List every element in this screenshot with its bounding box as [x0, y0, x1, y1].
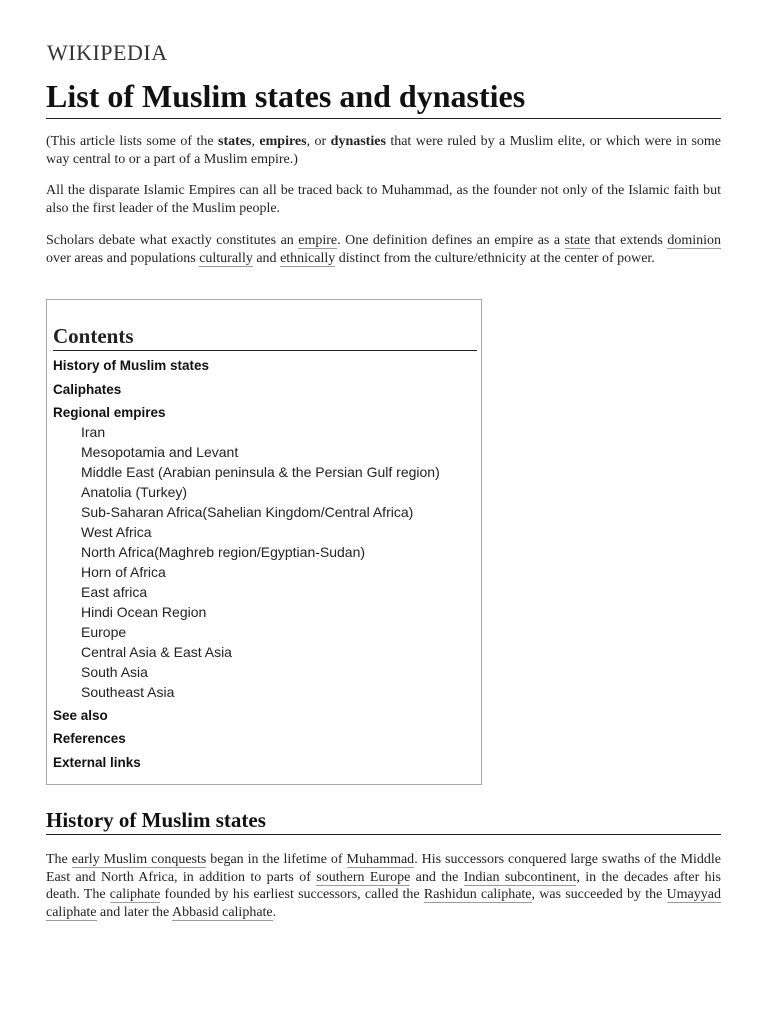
toc-title: Contents: [53, 322, 477, 351]
link-muhammad[interactable]: Muhammad: [346, 852, 415, 867]
link-empire[interactable]: empire: [298, 233, 338, 248]
toc-item-label: References: [53, 731, 126, 746]
toc-subitem-south-asia[interactable]: South Asia: [81, 664, 148, 680]
toc-subitem-europe[interactable]: Europe: [81, 624, 127, 640]
table-of-contents: [46, 299, 482, 785]
toc-item-see-also[interactable]: [53, 707, 477, 725]
link-rashidun-caliphate[interactable]: Rashidun caliphate: [423, 887, 532, 902]
toc-subitem-sub-saharan-africa-sahelian-kingdom-central-africa[interactable]: Sub-Saharan Africa(Sahelian Kingdom/Central Africa): [81, 504, 414, 520]
link-caliphate[interactable]: caliphate: [109, 887, 161, 902]
link-culturally[interactable]: culturally: [199, 250, 253, 266]
link-state[interactable]: state: [564, 233, 591, 248]
history-paragraph: The early Muslim conquests began in the lifetime of Muhammad. His successors conquered large swaths of the Middle East and North Africa, in addition to parts of southern Europe and the Indian subcontinent, in the decades after his death. The caliphate founded by his earliest successors, called the Rashidun caliphate, was succeeded by the Umayyad caliphate and later the Abbasid caliphate.: [46, 852, 722, 920]
bold-term-states: states: [218, 134, 252, 149]
toc-item-history-of-muslim-states[interactable]: [53, 357, 477, 375]
link-early-muslim-conquests[interactable]: early Muslim conquests: [71, 852, 207, 867]
toc-subitem-mesopotamia-and-levant[interactable]: Mesopotamia and Levant: [81, 444, 239, 460]
toc-subitem-central-asia-east-asia[interactable]: Central Asia & East Asia: [81, 644, 232, 660]
toc-subitem-iran[interactable]: Iran: [81, 424, 106, 440]
toc-item-regional-empires[interactable]: [53, 404, 477, 701]
intro-paragraph-scope: (This article lists some of the states, empires, or dynasties that were ruled by a Muslim elite, or which were in some way central to or a part of a Muslim empire.): [46, 134, 721, 167]
toc-subitem-anatolia-turkey[interactable]: Anatolia (Turkey): [81, 484, 188, 500]
toc-list: [53, 357, 477, 772]
link-southern-europe[interactable]: southern Europe: [316, 869, 411, 885]
toc-subitem-hindi-ocean-region[interactable]: Hindi Ocean Region: [81, 604, 207, 620]
link-dominion[interactable]: dominion: [667, 233, 721, 248]
toc-subitem-horn-of-africa[interactable]: Horn of Africa: [81, 564, 166, 580]
toc-subitem-east-africa[interactable]: East africa: [81, 584, 148, 600]
toc-subitem-west-africa[interactable]: West Africa: [81, 524, 152, 540]
toc-subitem-middle-east-arabian-peninsula-the-persian-gulf-region[interactable]: Middle East (Arabian peninsula & the Persian Gulf region): [81, 464, 440, 480]
toc-subitem-southeast-asia[interactable]: Southeast Asia: [81, 684, 175, 700]
toc-subitem-north-africa-maghreb-region-egyptian-sudan[interactable]: North Africa(Maghreb region/Egyptian-Sudan): [81, 544, 366, 560]
toc-item-label: See also: [53, 707, 108, 723]
link-umayyad-caliphate[interactable]: Umayyad caliphate: [46, 887, 721, 920]
link-abbasid-caliphate[interactable]: Abbasid caliphate: [171, 904, 273, 920]
toc-item-label: History of Muslim states: [53, 358, 210, 373]
page-title: List of Muslim states and dynasties: [46, 76, 721, 119]
toc-item-references[interactable]: [53, 730, 477, 748]
section-heading-history: History of Muslim states: [46, 806, 721, 835]
toc-item-label: External links: [53, 754, 141, 770]
link-indian-subcontinent[interactable]: Indian subcontinent: [463, 869, 577, 885]
toc-item-caliphates[interactable]: [53, 381, 477, 399]
bold-term-dynasties: dynasties: [330, 134, 386, 149]
intro-paragraph-empire-definition: Scholars debate what exactly constitutes an empire. One definition defines an empire as a state that extends dominion over areas and populations culturally and ethnically distinct from the culture/ethnicity at the center of power.: [46, 233, 721, 266]
intro-paragraph-founder: All the disparate Islamic Empires can all be traced back to Muhammad, as the founder not only of the Islamic faith but also the first leader of the Muslim people.: [46, 183, 721, 216]
toc-item-label: Caliphates: [53, 381, 122, 397]
bold-term-empires: empires: [259, 134, 307, 149]
wikipedia-logo[interactable]: WIKIPEDIA: [47, 40, 168, 65]
link-ethnically[interactable]: ethnically: [280, 250, 336, 266]
toc-item-external-links[interactable]: [53, 754, 477, 772]
toc-sublist: [53, 423, 477, 701]
toc-item-label: Regional empires: [53, 405, 166, 420]
